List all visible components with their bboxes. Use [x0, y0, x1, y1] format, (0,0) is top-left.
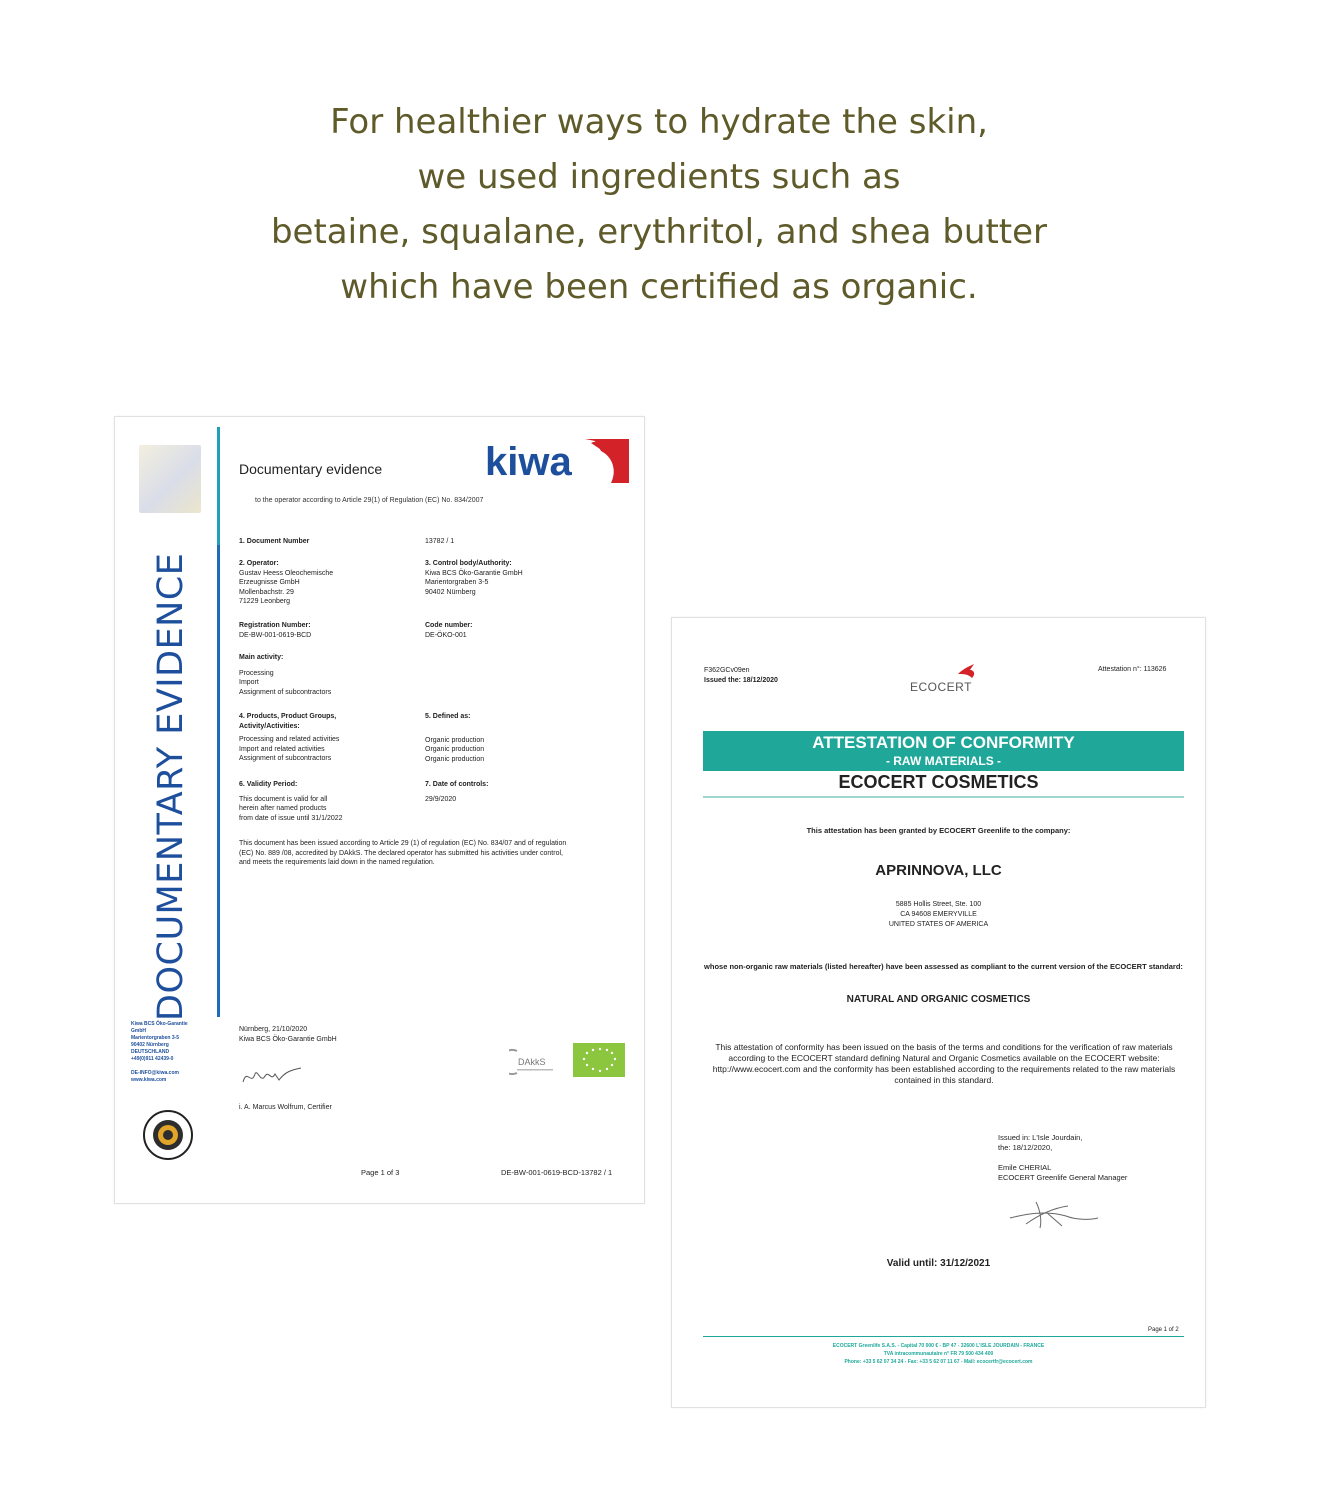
- dakks-logo: [509, 1045, 565, 1079]
- footer-divider: [703, 1336, 1184, 1337]
- company-name: APRINNOVA, LLC: [875, 862, 1002, 879]
- legal-paragraph: This document has been issued according to Article 29 (1) of regulation (EC) No. 834/07 and of regulation (EC) No. 889 /08, accredited by DAkkS. The declared operator has submitted his activities under control, and meets the requirements laid down in the named regulation.: [239, 840, 567, 866]
- footer-line-2: TVA intracommunautaire n° FR 79 500 434 400: [883, 1351, 994, 1357]
- ecocert-ref: F362GCv09en Issued the: 18/12/2020: [704, 667, 778, 684]
- ecocert-certificate: [671, 617, 1206, 1408]
- footer-line-1: ECOCERT Greenlife S.A.S. - Capital 70 000 € - BP 47 - 32600 L'ISLE JOURDAIN - FRANCE: [832, 1343, 1045, 1349]
- company-address: 5885 Hollis Street, Ste. 100 CA 94608 EMERYVILLE UNITED STATES OF AMERICA: [888, 901, 989, 928]
- code-number: Code number: DE-ÖKO-001: [425, 622, 473, 639]
- document-subheading: to the operator according to Article 29(1) of Regulation (EC) No. 834/2007: [255, 497, 484, 504]
- intro-line-1: For healthier ways to hydrate the skin,: [330, 102, 988, 142]
- operator: 2. Operator: Gustav Heess Oleochemische Erzeugnisse GmbH Mollenbachstr. 29 71229 Leonberg: [239, 560, 334, 605]
- standard-name: NATURAL AND ORGANIC COSMETICS: [846, 994, 1031, 1005]
- registration: Registration Number: DE-BW-001-0619-BCD: [239, 622, 312, 639]
- attestation-number: Attestation n°: 113626: [1098, 666, 1167, 673]
- document-heading: Documentary evidence: [239, 461, 383, 477]
- doc-number-label: 1. Document Number: [239, 538, 310, 545]
- intro-text: [0, 95, 1318, 315]
- kiwa-address: Kiwa BCS Öko-Garantie GmbH Marientorgraben 3-5 90402 Nürnberg DEUTSCHLAND +49(0)911 42439-0 DE-INFO@kiwa.com www.kiwa.com: [131, 1021, 188, 1083]
- banner-title: ATTESTATION OF CONFORMITY: [812, 733, 1075, 752]
- kiwa-logo: [483, 433, 631, 487]
- kiwa-signature: [239, 1062, 309, 1090]
- eu-organic-leaf-logo: [573, 1043, 625, 1077]
- validity-period: 6. Validity Period: This document is valid for all herein after named products from date of issue until 31/1/2022: [239, 781, 343, 822]
- kiwa-signer: i. A. Marcus Wolfrum, Certifier: [239, 1104, 332, 1111]
- ecocert-signature: [1006, 1196, 1102, 1232]
- title-divider: [703, 796, 1184, 798]
- kiwa-page-number: Page 1 of 3: [361, 1168, 400, 1177]
- issued-place-date: Issued in: L'Isle Jourdain, the: 18/12/2020,: [998, 1133, 1083, 1152]
- ecocert-title: ECOCERT COSMETICS: [838, 772, 1039, 792]
- ecocert-signer: Emile CHERIAL ECOCERT Greenlife General Manager: [998, 1163, 1128, 1182]
- intro-line-4: which have been certified as organic.: [340, 267, 978, 307]
- valid-until: Valid until: 31/12/2021: [886, 1258, 991, 1269]
- granted-line: This attestation has been granted by ECOCERT Greenlife to the company:: [806, 826, 1071, 835]
- attestation-body: This attestation of conformity has been issued on the basis of the terms and conditions for the verification of raw materials according to the ECOCERT standard defining Natural and Organic Cosmetics available on the ECOCERT website: http://www.ecocert.com and the conformity has been established according to the requirements related to the raw materials contained in this standard.: [712, 1042, 1176, 1085]
- intro-line-3: betaine, squalane, erythritol, and shea butter: [270, 212, 1048, 252]
- defined-as: 5. Defined as: Organic production Organic production Organic production: [425, 713, 485, 763]
- cover-thumbnail: [139, 445, 201, 513]
- kiwa-reference: DE-BW-001-0619-BCD-13782 / 1: [501, 1168, 613, 1177]
- kiwa-logo-text: kiwa: [485, 440, 572, 484]
- compliance-statement: whose non-organic raw materials (listed hereafter) have been assessed as compliant to the current version of the ECOCERT standard:: [704, 962, 1183, 971]
- vertical-rule-accent: [217, 427, 220, 545]
- date-of-controls: 7. Date of controls: 29/9/2020: [425, 781, 489, 803]
- doc-number: 13782 / 1: [425, 538, 455, 545]
- products: 4. Products, Product Groups, Activity/Activities: Processing and related activities Import and related activities Assignment of subcontractors: [239, 713, 340, 762]
- attestation-banner: [703, 731, 1184, 771]
- ecocert-page-number: Page 1 of 2: [1148, 1327, 1179, 1333]
- control-body: 3. Control body/Authority: Kiwa BCS Öko-Garantie GmbH Marientorgraben 3-5 90402 Nürnberg: [425, 560, 523, 596]
- main-activity: Main activity: Processing Import Assignment of subcontractors: [239, 654, 332, 696]
- dakks-text: DAkkS: [518, 1057, 546, 1067]
- footer-line-3: Phone: +33 5 62 07 34 24 - Fax: +33 5 62 07 11 67 - Mail: ecocertfr@ecocert.com: [844, 1359, 1033, 1365]
- oko-garantie-seal: [142, 1109, 194, 1161]
- banner-subtitle: - RAW MATERIALS -: [885, 754, 1002, 768]
- place-date: Nürnberg, 21/10/2020 Kiwa BCS Öko-Garantie GmbH: [239, 1026, 337, 1043]
- ecocert-logo-text: ECOCERT: [910, 680, 972, 694]
- side-title: DOCUMENTARY EVIDENCE: [151, 552, 191, 1021]
- intro-line-2: we used ingredients such as: [417, 157, 901, 197]
- kiwa-certificate: [114, 416, 645, 1204]
